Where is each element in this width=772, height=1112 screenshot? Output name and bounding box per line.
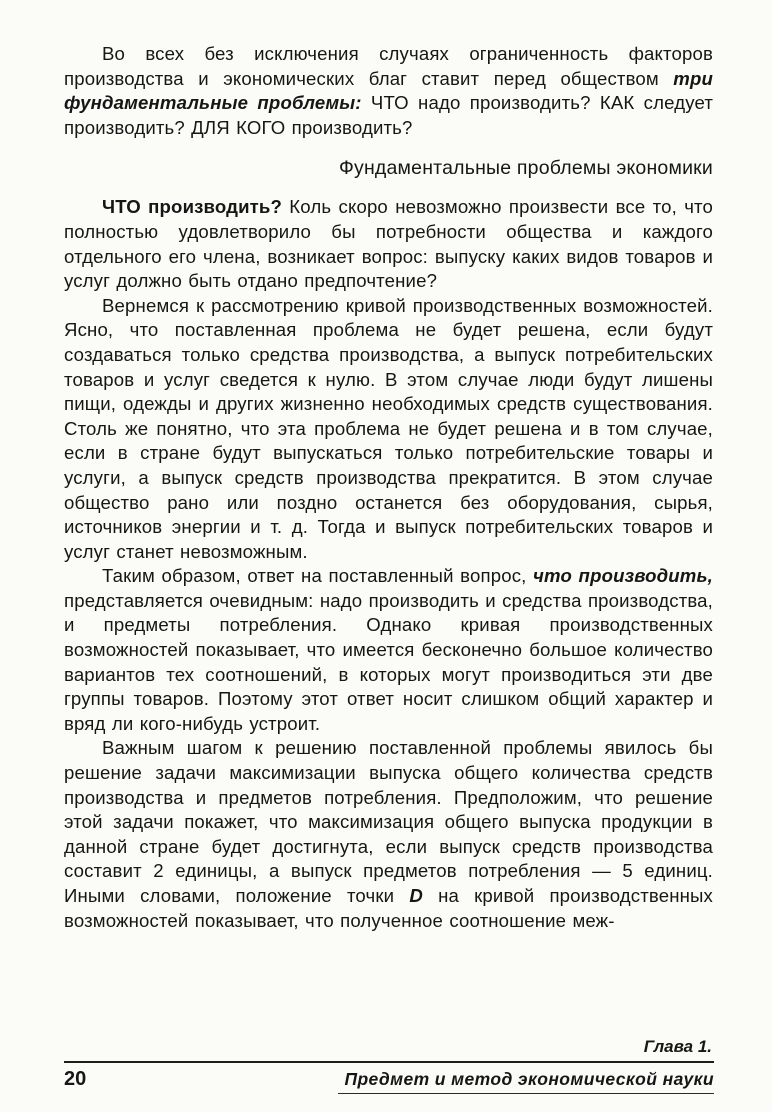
section-heading: Фундаментальные проблемы экономики xyxy=(338,157,713,180)
paragraph-conclusion: Таким образом, ответ на поставленный вопрос, что производить, представляется очевидным: надо производить и средства производства, и предметы потребления. Однако кривая производственных возможностей показывает, что имеется бесконечно большое количество вариантов тех соотношений, в которых могут производиться эти две группы товаров. Поэтому этот ответ носит слишком общий характер и вряд ли кого-нибудь устроит. xyxy=(64,565,713,734)
footer-row xyxy=(64,1063,714,1094)
page-footer xyxy=(64,1037,714,1094)
paragraph-intro: Во всех без исключения случаях ограниченность факторов производства и экономических благ ставит перед обществом три фундаментальные проблемы: ЧТО надо производить? КАК следует производить? ДЛЯ КОГО производить? xyxy=(64,43,713,138)
paragraph-ppf-discussion: Вернемся к рассмотрению кривой производственных возможностей. Ясно, что поставленная проблема не будет решена, если будут создаваться только средства производства, а выпуск потребительских товаров и услуг сведется к нулю. В этом случае люди будут лишены пищи, одежды и других жизненно необходимых средств существования. Столь же понятно, что эта проблема не будет решена и в том случае, если в стране будут выпускаться только потребительские товары и услуги, а выпуск средств производства прекратится. В этом случае общество рано или поздно останется без оборудования, сырья, источников энергии и т. д. Тогда и выпуск потребительских товаров и услуг станет невозможным. xyxy=(64,294,713,562)
page-number: 20 xyxy=(64,1068,87,1090)
page-body xyxy=(64,42,713,933)
paragraph-what-to-produce: ЧТО производить? Коль скоро невозможно произвести все то, что полностью удовлетворило бы потребности общества и каждого отдельного его члена, возникает вопрос: выпуску каких видов товаров и услуг должно быть отдано предпочтение? xyxy=(64,196,713,292)
running-title: Предмет и метод экономической науки xyxy=(338,1069,714,1094)
chapter-label: Глава 1. xyxy=(643,1037,712,1056)
paragraph-maximization: Важным шагом к решению поставленной проблемы явилось бы решение задачи максимизации выпуска общего количества средств производства и предметов потребления. Предположим, что решение этой задачи покажет, что максимизация общего выпуска продукции в данной стране будет достигнута, если выпуск средств производства составит 2 единицы, а выпуск предметов потребления — 5 единиц. Иными словами, положение точки D на кривой производственных возможностей показывает, что полученное соотношение меж- xyxy=(64,737,713,931)
